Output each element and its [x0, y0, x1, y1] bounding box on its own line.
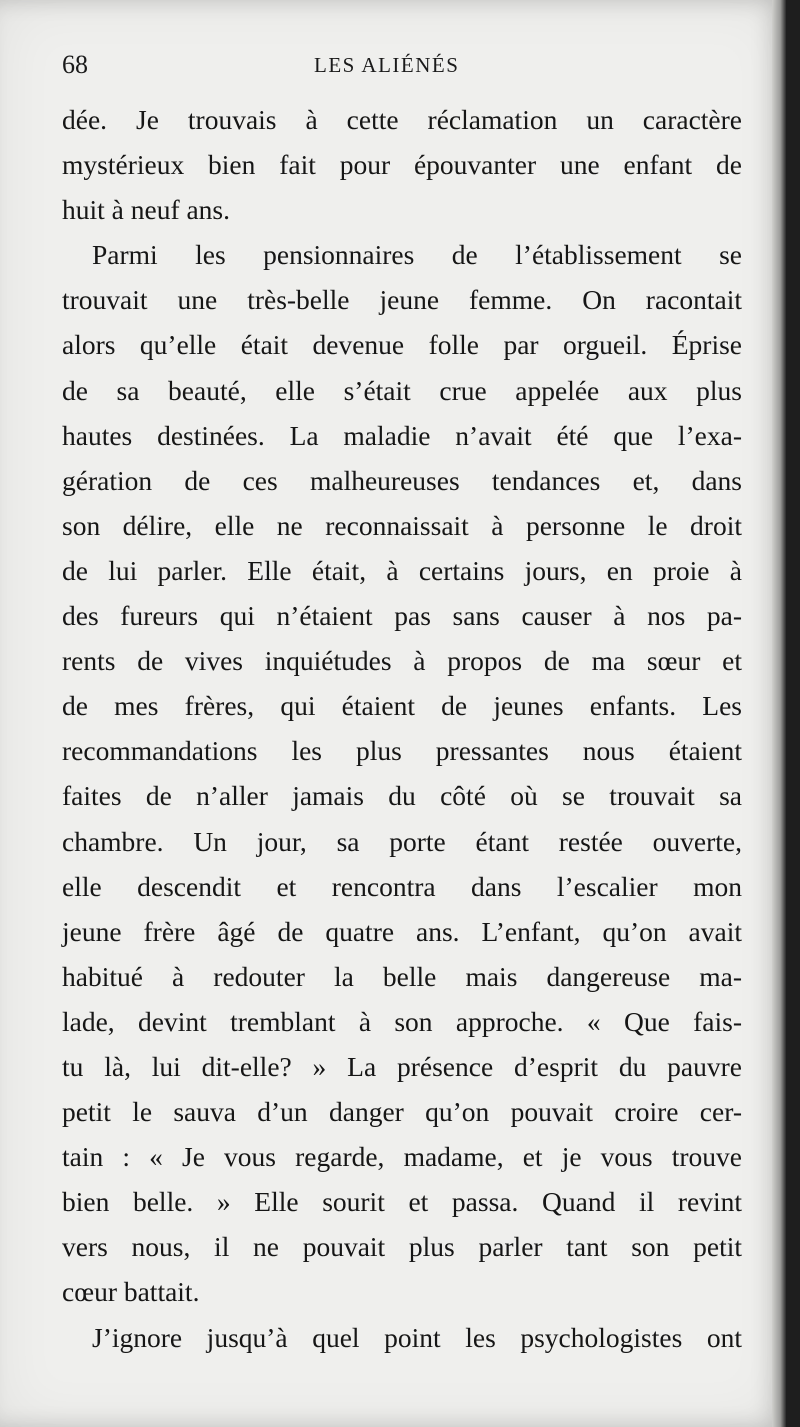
text-line: trouvait une très-belle jeune femme. On racontait	[62, 284, 742, 316]
text-line: rents de vives inquiétudes à propos de ma sœur et	[62, 645, 742, 677]
text-line: huit à neuf ans.	[62, 194, 231, 226]
text-line: lade, devint tremblant à son approche. « Que fais-	[62, 1005, 742, 1037]
text-line: J’ignore jusqu’à quel point les psychologistes ont	[92, 1321, 742, 1353]
text-line: elle descendit et rencontra dans l’escalier mon	[62, 870, 742, 902]
text-line: gération de ces malheureuses tendances et, dans	[62, 464, 742, 496]
text-line: tu là, lui dit-elle? » La présence d’esprit du pauvre	[62, 1050, 742, 1082]
text-line: vers nous, il ne pouvait plus parler tant son petit	[62, 1231, 742, 1263]
body-text	[62, 97, 742, 1360]
page-edge-shadow	[772, 0, 786, 1427]
text-line: jeune frère âgé de quatre ans. L’enfant, qu’on avait	[62, 915, 742, 947]
text-line: tain : « Je vous regarde, madame, et je vous trouve	[62, 1141, 742, 1173]
text-line: recommandations les plus pressantes nous étaient	[62, 735, 742, 767]
text-line: mystérieux bien fait pour épouvanter une enfant de	[62, 149, 742, 181]
text-line: Parmi les pensionnaires de l’établissement se	[92, 239, 742, 271]
running-title: LES ALIÉNÉS	[314, 53, 460, 77]
text-line: son délire, elle ne reconnaissait à personne le droit	[62, 509, 742, 541]
text-line: de lui parler. Elle était, à certains jours, en proie à	[62, 554, 742, 586]
text-line: faites de n’aller jamais du côté où se trouvait sa	[62, 780, 742, 812]
text-line: dée. Je trouvais à cette réclamation un caractère	[62, 104, 742, 135]
text-line: de mes frères, qui étaient de jeunes enfants. Les	[62, 690, 742, 722]
text-line: bien belle. » Elle sourit et passa. Quand il revint	[62, 1186, 742, 1218]
text-line: petit le sauva d’un danger qu’on pouvait croire cer-	[62, 1096, 742, 1128]
page-header	[62, 50, 742, 84]
text-line: habitué à redouter la belle mais dangereuse ma-	[62, 960, 742, 992]
text-line: hautes destinées. La maladie n’avait été que l’exa-	[62, 419, 742, 451]
page-number: 68	[62, 50, 88, 79]
text-line: de sa beauté, elle s’était crue appelée aux plus	[62, 374, 742, 406]
text-line: des fureurs qui n’étaient pas sans causer à nos pa-	[62, 600, 742, 632]
text-line: chambre. Un jour, sa porte étant restée ouverte,	[62, 825, 742, 857]
text-line: cœur battait.	[62, 1276, 200, 1308]
text-line: alors qu’elle était devenue folle par orgueil. Éprise	[62, 329, 742, 361]
